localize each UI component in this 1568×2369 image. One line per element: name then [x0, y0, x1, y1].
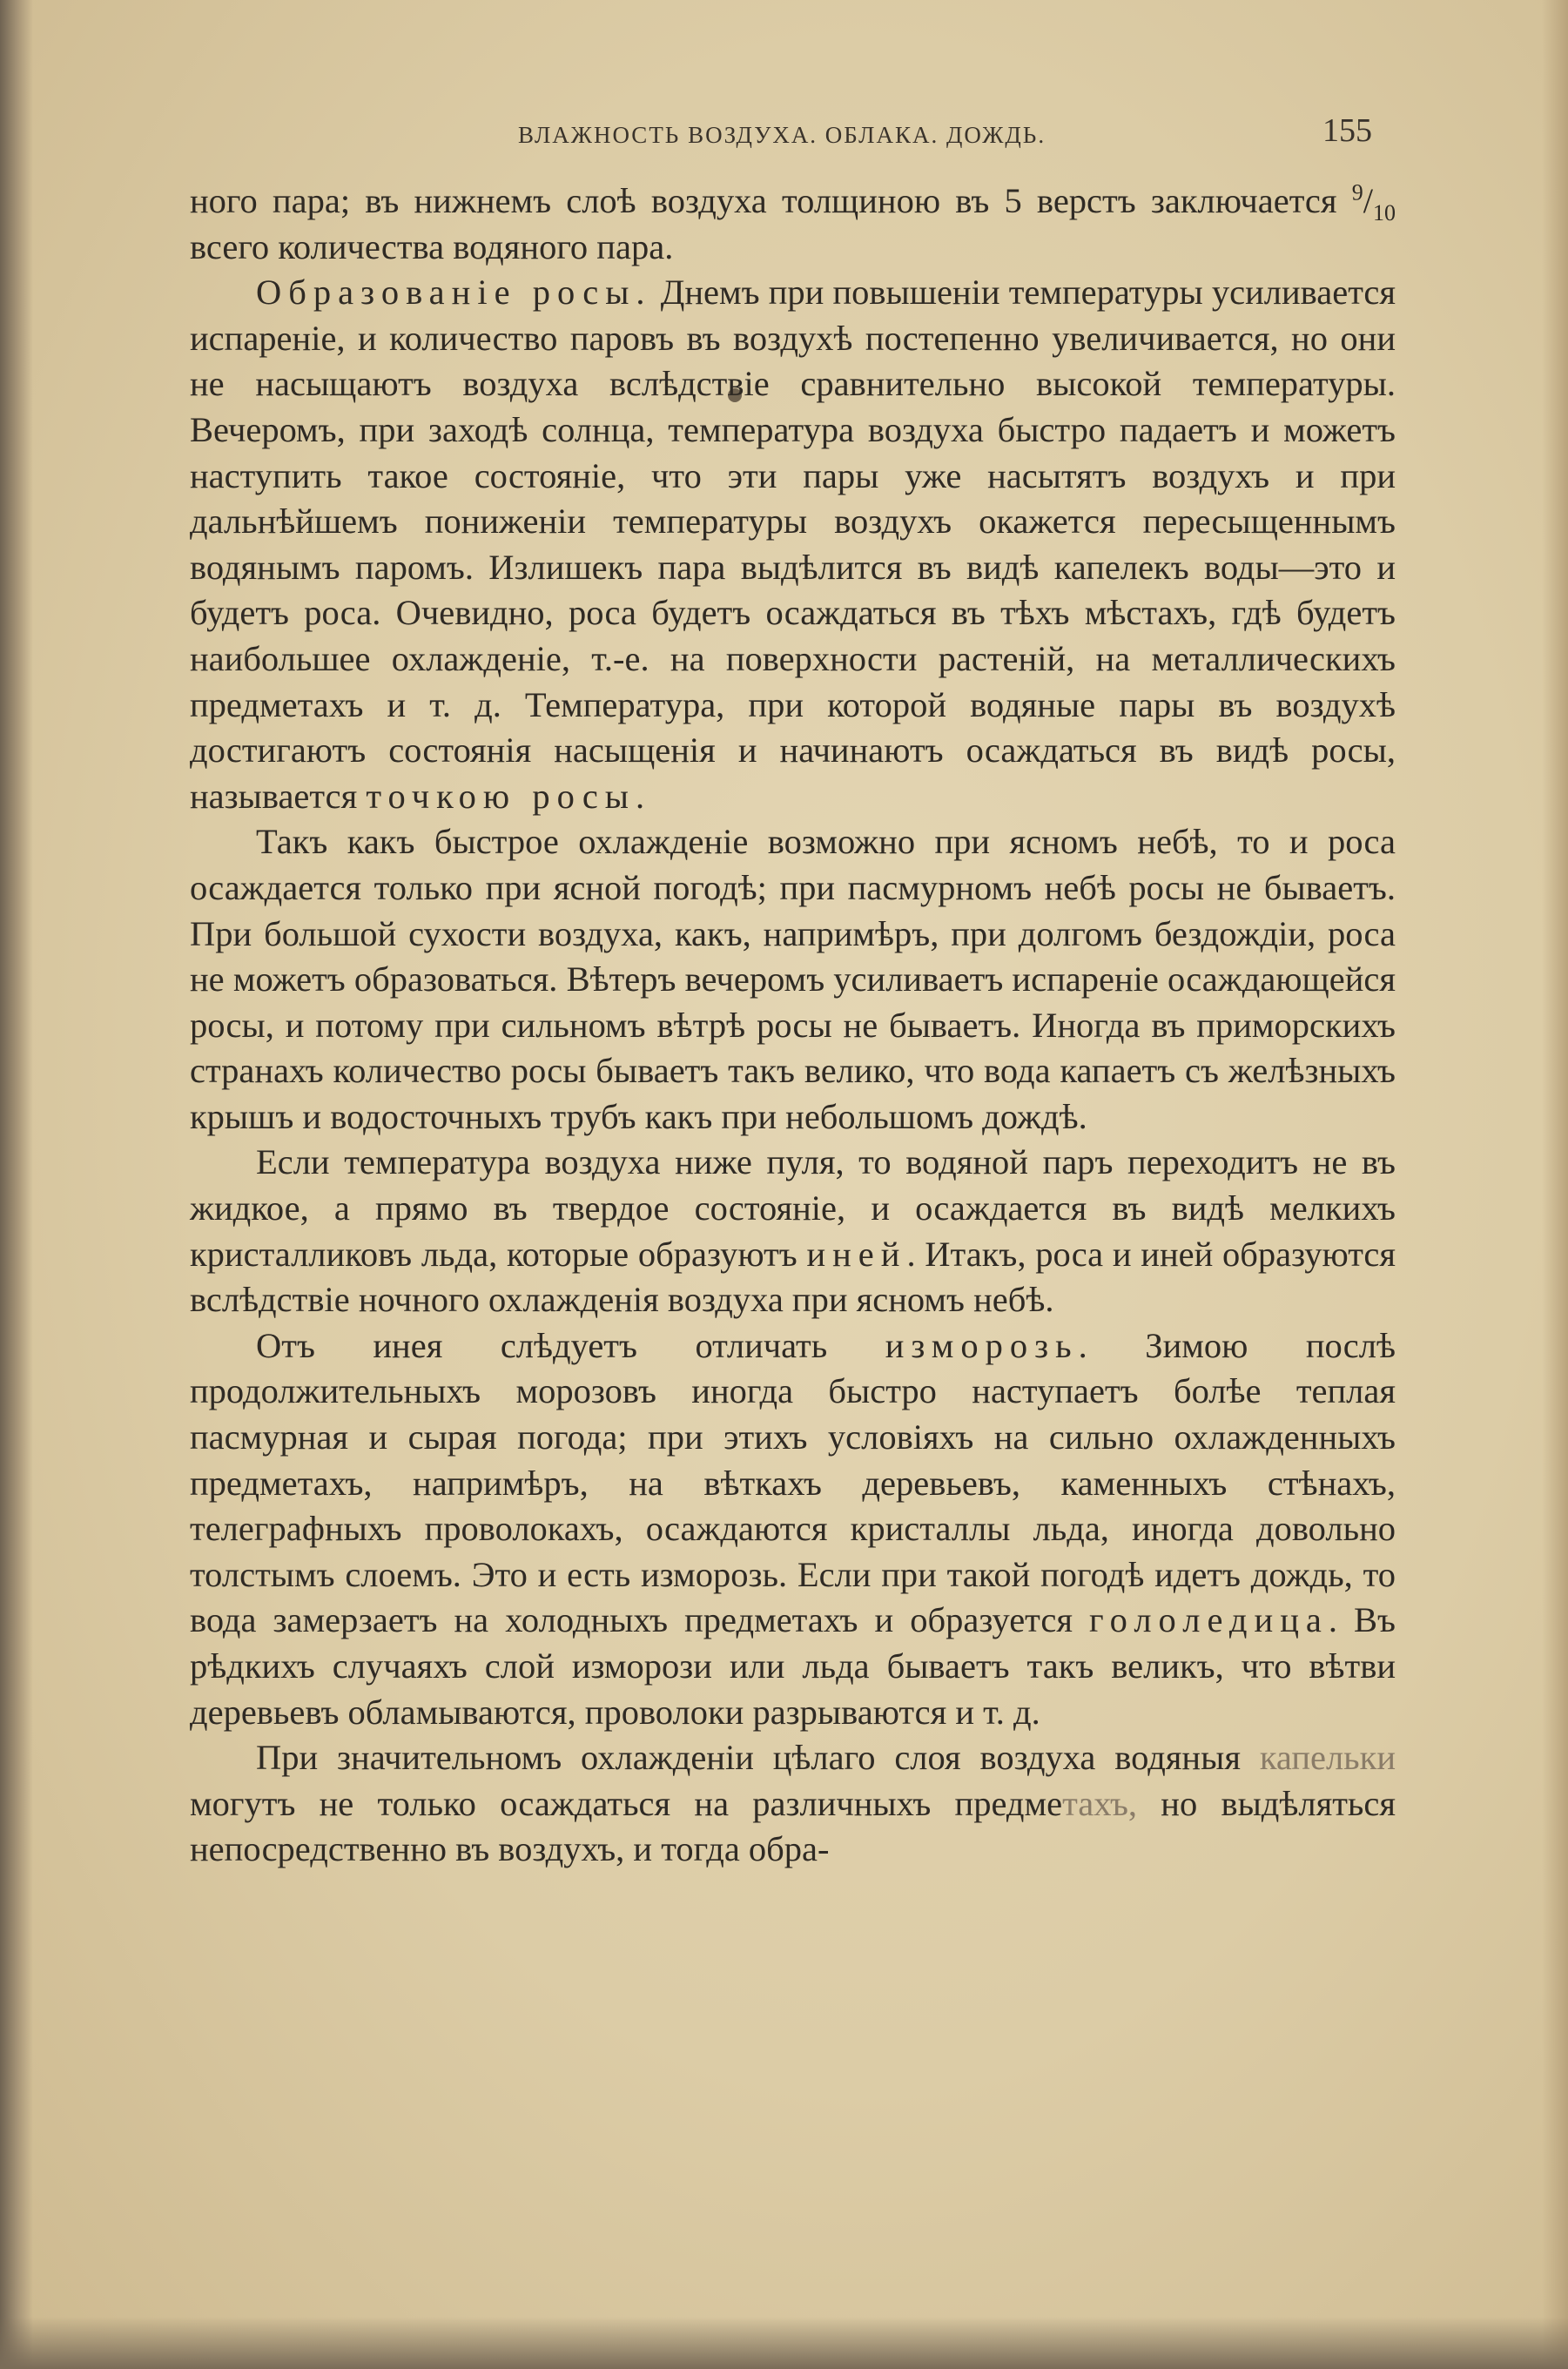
- paragraph-hoarfrost: [190, 1140, 1396, 1322]
- faded-text: тахъ,: [1062, 1783, 1138, 1823]
- page-bottom-edge-shadow: [0, 2317, 1568, 2369]
- paragraph-text-tail: всего количества водяного пара.: [190, 226, 674, 266]
- paragraph-text: Такъ какъ быстрое охлажденіе возможно при ясномъ небѣ, то и роса осаждается только при ясной погодѣ; при пасмурномъ небѣ росы не бываетъ. При большой сухости воздуха, какъ, напримѣръ, при долгомъ бездождіи, роса не можетъ образоваться. Вѣтеръ вечеромъ усиливаетъ испареніе осаждающейся росы, и потому при сильномъ вѣтрѣ росы не бываетъ. Иногда въ приморскихъ странахъ количество росы бываетъ такъ велико, что вода капаетъ съ желѣзныхъ крышъ и водосточныхъ трубъ какъ при небольшомъ дождѣ.: [190, 822, 1396, 1136]
- faded-text: капельки: [1259, 1738, 1396, 1778]
- paragraph-continuation: ного пара; въ нижнемъ слоѣ воздуха толщиною въ 5 верстъ заключается $^9/_{10}$ всего количества водяного пара.: [190, 179, 1396, 266]
- paragraph-text-tail: но выдѣляться непосредственно въ воздухъ, и тогда обра-: [190, 1783, 1396, 1869]
- body-text: [190, 178, 1396, 1873]
- paragraph-text-tail: . Зимою послѣ продолжительныхъ морозовъ иногда быстро наступаетъ болѣе теплая пасмурная и сырая погода; при этихъ условіяхъ на сильно охлажденныхъ предметахъ, напримѣръ, на вѣткахъ деревьевъ, каменныхъ стѣнахъ, телеграфныхъ проволокахъ, осаждаются кристаллы льда, иногда довольно толстымъ слоемъ. Это и есть изморозь. Если при такой погодѣ идетъ дождь, то вода замерзаетъ на холодныхъ предметахъ и образуется: [190, 1325, 1396, 1640]
- emphasized-term: гололедица: [1089, 1600, 1329, 1640]
- paragraph-text: Днемъ при повышеніи температуры усиливается испареніе, и количество паровъ въ воздухѣ постепенно увеличивается, но они не насыщаютъ воздуха вслѣдствіе сравнительно высокой температуры. Вечеромъ, при заходѣ солнца, температура воздуха быстро падаетъ и можетъ наступить такое состояніе, что эти пары уже насытятъ воздухъ и при дальнѣйшемъ пониженіи температуры воздухъ окажется пересыщеннымъ водянымъ паромъ. Излишекъ пара выдѣлится въ видѣ капелекъ воды—это и будетъ роса. Очевидно, роса будетъ осаждаться въ тѣхъ мѣстахъ, гдѣ будетъ наибольшее охлажденіе, т.-е. на поверхности растеній, на металлическихъ предметахъ и т. д. Температура, при которой водяные пары въ воздухѣ достигаютъ состоянія насыщенія и начинаютъ осаждаться въ видѣ росы, называется: [190, 273, 1396, 816]
- paragraph-rime: [190, 1323, 1396, 1735]
- page-right-edge-shadow: [1542, 0, 1568, 2369]
- emphasized-term: иней: [806, 1234, 907, 1274]
- emphasized-term: точкою росы: [366, 776, 636, 816]
- page-number: 155: [1322, 112, 1372, 149]
- running-title: ВЛАЖНОСТЬ ВОЗДУХА. ОБЛАКА. ДОЖДЬ.: [518, 122, 1046, 148]
- paragraph-text-tail: .: [636, 776, 645, 816]
- fraction-numerator: 9: [1351, 179, 1363, 205]
- section-lead-term: Образованіе росы.: [256, 273, 652, 313]
- emphasized-term: изморозь: [885, 1325, 1079, 1365]
- page-header: [174, 111, 1393, 164]
- paragraph-dew-conditions: [190, 819, 1396, 1140]
- paragraph-text: Отъ инея слѣдуетъ отличать: [256, 1325, 885, 1365]
- paragraph-dew-formation: [190, 270, 1396, 819]
- paragraph-text: могутъ не только осаждаться на различныхъ предме: [190, 1783, 1063, 1823]
- paragraph-text-tail: . Итакъ, роса и иней образуются вслѣдствіе ночного охлажденія воздуха при ясномъ небѣ.: [190, 1234, 1396, 1320]
- paragraph-text-tail: . Въ рѣдкихъ случаяхъ слой изморози или льда бываетъ такъ великъ, что вѣтви деревьевъ обламываются, проволоки разрываются и т. д.: [190, 1600, 1396, 1732]
- paragraph-text: Если температура воздуха ниже пуля, то водяной паръ переходитъ не въ жидкое, а прямо въ твердое состояніе, и осаждается въ видѣ мелкихъ кристалликовъ льда, которые образуютъ: [190, 1142, 1396, 1274]
- page-left-edge-shadow: [0, 0, 33, 2369]
- paragraph-fog: [190, 1735, 1396, 1873]
- paragraph-text: ного пара; въ нижнемъ слоѣ воздуха толщиною въ 5 верстъ заключается: [190, 181, 1352, 220]
- fraction-denominator: 10: [1373, 200, 1396, 226]
- paragraph-text: При значительномъ охлажденіи цѣлаго слоя воздуха водяныя: [256, 1738, 1260, 1778]
